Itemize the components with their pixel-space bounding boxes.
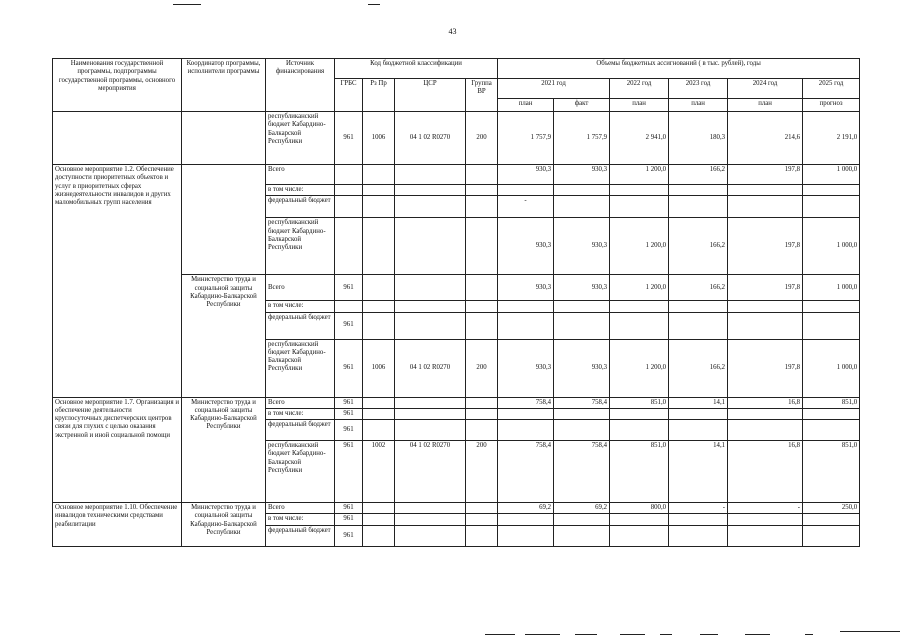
value-cell: 1 000,0 xyxy=(803,218,860,275)
header-source: Источник финансирования xyxy=(266,59,335,112)
value-cell: 930,3 xyxy=(554,218,610,275)
source-cell: федеральный бюджет xyxy=(266,196,335,218)
value-cell: 166,2 xyxy=(669,165,728,185)
value-cell: 758,4 xyxy=(498,441,554,503)
csr-cell: 04 1 02 R0270 xyxy=(395,339,466,397)
grbs-cell: 961 xyxy=(335,441,363,503)
value-cell: 2 191,0 xyxy=(803,112,860,165)
value-cell: 851,0 xyxy=(610,441,669,503)
header-forecast: прогноз xyxy=(803,99,860,112)
source-cell: Всего xyxy=(266,275,335,301)
coordinator-cell: Министерство труда и социальной защиты Кабардино-Балкарской Республики xyxy=(182,503,266,547)
value-cell: 166,2 xyxy=(669,218,728,275)
source-cell: федеральный бюджет xyxy=(266,312,335,339)
vr-cell: 200 xyxy=(466,112,498,165)
rzpr-cell: 1002 xyxy=(363,441,395,503)
source-cell: в том числе: xyxy=(266,408,335,419)
source-cell: республиканский бюджет Кабардино-Балкарской Республики xyxy=(266,339,335,397)
value-cell: 1 200,0 xyxy=(610,339,669,397)
source-cell: федеральный бюджет xyxy=(266,420,335,441)
grbs-cell: 961 xyxy=(335,112,363,165)
value-cell: 1 000,0 xyxy=(803,339,860,397)
value-cell: 69,2 xyxy=(498,503,554,514)
value-cell: 197,8 xyxy=(728,218,803,275)
value-cell: 930,3 xyxy=(498,218,554,275)
header-plan: план xyxy=(728,99,803,112)
csr-cell xyxy=(395,165,466,185)
header-vr: Группа ВР xyxy=(466,79,498,112)
measure-name: Основное мероприятие 1.10. Обеспечение инвалидов техническими средствами реабилитации xyxy=(53,503,182,547)
value-cell: 197,8 xyxy=(728,275,803,301)
header-volumes: Объемы бюджетных ассигнований ( в тыс. рублей), годы xyxy=(498,59,860,79)
grbs-cell: 961 xyxy=(335,514,363,525)
measure-name: Основное мероприятие 1.2. Обеспечение доступности приоритетных объектов и услуг в приоритетных сферах жизнедеятельности инвалидов и других маломобильных групп населения xyxy=(53,165,182,398)
header-grbs: ГРБС xyxy=(335,79,363,112)
scan-line-bottom xyxy=(525,634,560,635)
value-cell: 180,3 xyxy=(669,112,728,165)
header-2022: 2022 год xyxy=(610,79,669,99)
value-cell: 16,8 xyxy=(728,441,803,503)
program-cell xyxy=(53,112,182,165)
header-program: Наименования государственной программы, подпрограммы государственной программы, основного мероприятия xyxy=(53,59,182,112)
grbs-cell: 961 xyxy=(335,408,363,419)
value-cell: 197,8 xyxy=(728,165,803,185)
value-cell: 851,0 xyxy=(803,441,860,503)
scan-line-bottom xyxy=(575,634,597,635)
rzpr-cell: 1006 xyxy=(363,112,395,165)
value-cell: 1 200,0 xyxy=(610,218,669,275)
header-coordinator: Координатор программы, исполнители программы xyxy=(182,59,266,112)
grbs-cell xyxy=(335,165,363,185)
grbs-cell: 961 xyxy=(335,312,363,339)
grbs-cell: 961 xyxy=(335,525,363,546)
csr-cell: 04 1 02 R0270 xyxy=(395,441,466,503)
value-cell: 758,4 xyxy=(554,397,610,408)
coordinator-cell xyxy=(182,112,266,165)
value-cell: 69,2 xyxy=(554,503,610,514)
vr-cell: 200 xyxy=(466,339,498,397)
value-cell: 758,4 xyxy=(554,441,610,503)
scan-line-bottom xyxy=(485,634,515,635)
header-2024: 2024 год xyxy=(728,79,803,99)
source-cell: федеральный бюджет xyxy=(266,525,335,546)
table-row xyxy=(53,112,860,165)
value-cell: 930,3 xyxy=(498,339,554,397)
coordinator-cell: Министерство труда и социальной защиты Кабардино-Балкарской Республики xyxy=(182,397,266,503)
value-cell: 758,4 xyxy=(498,397,554,408)
table-row xyxy=(53,397,860,408)
header-rzpr: Рз Пр xyxy=(363,79,395,112)
page-number: 43 xyxy=(448,27,457,36)
value-cell: 16,8 xyxy=(728,397,803,408)
header-plan: план xyxy=(610,99,669,112)
table-row xyxy=(53,165,860,185)
scan-line-bottom xyxy=(840,631,900,632)
header-2025: 2025 год xyxy=(803,79,860,99)
vr-cell: 200 xyxy=(466,441,498,503)
value-cell: 166,2 xyxy=(669,339,728,397)
coordinator-cell xyxy=(182,165,266,275)
grbs-cell: 961 xyxy=(335,503,363,514)
budget-table xyxy=(52,58,860,547)
source-cell: республиканский бюджет Кабардино-Балкарской Республики xyxy=(266,112,335,165)
grbs-cell: 961 xyxy=(335,339,363,397)
grbs-cell: 961 xyxy=(335,275,363,301)
source-cell: в том числе: xyxy=(266,514,335,525)
value-cell: 214,6 xyxy=(728,112,803,165)
value-cell: 14,1 xyxy=(669,397,728,408)
scan-line-top xyxy=(368,4,380,5)
source-cell: Всего xyxy=(266,503,335,514)
header-plan: план xyxy=(669,99,728,112)
vr-cell xyxy=(466,165,498,185)
value-cell: 851,0 xyxy=(610,397,669,408)
value-cell: 14,1 xyxy=(669,441,728,503)
value-cell: 1 200,0 xyxy=(610,165,669,185)
header-2023: 2023 год xyxy=(669,79,728,99)
value-cell: 930,3 xyxy=(554,339,610,397)
header-fact: факт xyxy=(554,99,610,112)
measure-name: Основное мероприятие 1.7. Организация и обеспечение деятельности круглосуточных диспетчерских центров связи для глухих с целью оказания экстренной и иной социальной помощи xyxy=(53,397,182,503)
source-cell: республиканский бюджет Кабардино-Балкарской Республики xyxy=(266,441,335,503)
csr-cell: 04 1 02 R0270 xyxy=(395,112,466,165)
scan-line-bottom xyxy=(745,634,770,635)
source-cell: республиканский бюджет Кабардино-Балкарской Республики xyxy=(266,218,335,275)
value-cell: 2 941,0 xyxy=(610,112,669,165)
value-cell: 1 000,0 xyxy=(803,165,860,185)
source-cell: Всего xyxy=(266,397,335,408)
value-cell: 1 757,9 xyxy=(498,112,554,165)
header-csr: ЦСР xyxy=(395,79,466,112)
value-cell: 1 757,9 xyxy=(554,112,610,165)
value-cell: 930,3 xyxy=(554,165,610,185)
value-cell: 851,0 xyxy=(803,397,860,408)
value-cell: 250,0 xyxy=(803,503,860,514)
grbs-cell: 961 xyxy=(335,397,363,408)
value-cell: 930,3 xyxy=(498,165,554,185)
value-cell: 166,2 xyxy=(669,275,728,301)
scan-line-bottom xyxy=(660,634,672,635)
value-cell: 930,3 xyxy=(554,275,610,301)
scan-line-bottom xyxy=(620,634,645,635)
source-cell: Всего xyxy=(266,165,335,185)
value-cell: - xyxy=(728,503,803,514)
header-2021: 2021 год xyxy=(498,79,610,99)
value-cell: - xyxy=(669,503,728,514)
value-cell: 1 000,0 xyxy=(803,275,860,301)
header-code-group: Код бюджетной классификации xyxy=(335,59,498,79)
value-cell: 197,8 xyxy=(728,339,803,397)
scan-line-bottom xyxy=(700,634,718,635)
scan-line-bottom xyxy=(805,634,813,635)
value-cell: 930,3 xyxy=(498,275,554,301)
rzpr-cell: 1006 xyxy=(363,339,395,397)
rzpr-cell xyxy=(363,165,395,185)
scan-line-top xyxy=(173,4,201,5)
coordinator-cell: Министерство труда и социальной защиты Кабардино-Балкарской Республики xyxy=(182,275,266,397)
value-cell: 800,0 xyxy=(610,503,669,514)
source-cell: в том числе: xyxy=(266,185,335,196)
header-plan: план xyxy=(498,99,554,112)
value-cell: 1 200,0 xyxy=(610,275,669,301)
table-row xyxy=(53,503,860,514)
source-cell: в том числе: xyxy=(266,301,335,312)
grbs-cell: 961 xyxy=(335,420,363,441)
value-cell: - xyxy=(498,196,554,218)
